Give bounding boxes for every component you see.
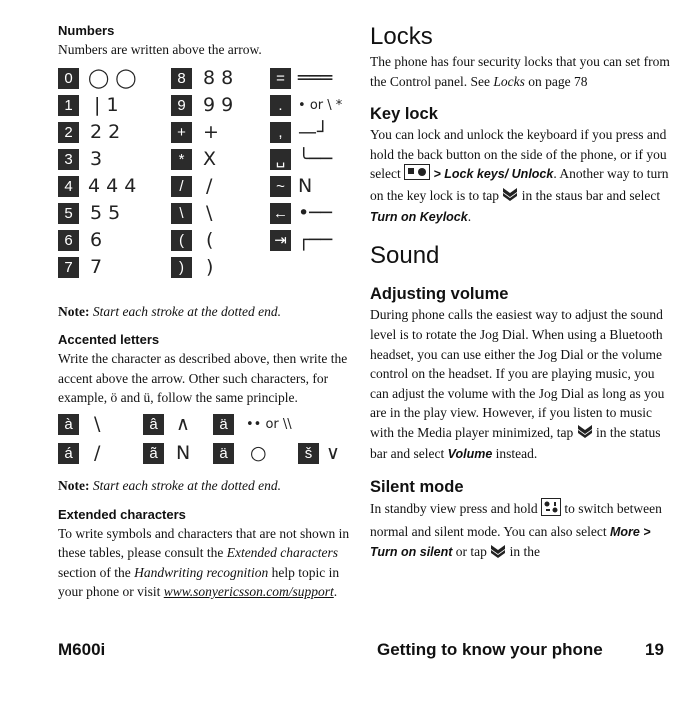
accent-stroke-acute: / <box>94 441 101 464</box>
silent-key-icon <box>541 498 561 522</box>
footer-page-number: 19 <box>645 640 664 659</box>
accent-stroke-circ: ∧ <box>176 412 190 435</box>
stroke-backslash: \ <box>206 201 213 224</box>
key-backspace: ← <box>270 203 291 224</box>
or-label: or <box>309 97 324 113</box>
status-bar-down-arrow-icon <box>490 544 506 564</box>
key-space: ␣ <box>270 149 291 170</box>
key-equals: = <box>270 68 291 89</box>
silent-heading: Silent mode <box>370 478 464 497</box>
key-1: 1 <box>58 95 79 116</box>
stroke-2: 2 2 <box>90 120 121 143</box>
stroke-backspace: •── <box>298 201 333 224</box>
support-link[interactable]: www.sonyericsson.com/support <box>163 584 334 600</box>
stroke-9: 9 9 <box>203 93 234 116</box>
stroke-space: ╰── <box>298 147 333 170</box>
key-tab: ⇥ <box>270 230 291 251</box>
numbers-heading: Numbers <box>58 23 115 38</box>
accented-heading: Accented letters <box>58 332 160 348</box>
key-6: 6 <box>58 230 79 251</box>
key-period: . <box>270 95 291 116</box>
status-bar-down-arrow-icon <box>577 424 593 444</box>
stroke-0: ◯ ◯ <box>88 66 137 89</box>
key-4: 4 <box>58 176 79 197</box>
stroke-slash: / <box>206 174 213 197</box>
key-paren-open: ( <box>171 230 192 251</box>
accent-stroke-uml: •• or \\ <box>246 416 292 432</box>
stroke-1: | 1 <box>94 93 119 116</box>
key-star: * <box>171 149 192 170</box>
accent-key-s-caron: š <box>298 443 319 464</box>
volume-heading: Adjusting volume <box>370 285 509 304</box>
numbers-grid <box>58 68 354 296</box>
accent-key-a-tilde: ã <box>143 443 164 464</box>
accent-key-a-acute: á <box>58 443 79 464</box>
silent-text: In standby view press and hold to switch between normal and silent mode. You can also select More > Turn on silent or tap in the <box>370 498 670 563</box>
stroke-period: • or \ * <box>298 97 343 113</box>
stroke-plus: + <box>203 120 219 143</box>
footer-model: M600i <box>58 640 106 659</box>
accent-stroke-grave: \ <box>94 412 101 435</box>
stroke-3: 3 <box>90 147 103 170</box>
stroke-5: 5 5 <box>90 201 121 224</box>
right-column <box>370 22 670 563</box>
stroke-tab: ┌── <box>298 228 333 251</box>
footer-section: Getting to know your phone <box>377 640 603 659</box>
key-7: 7 <box>58 257 79 278</box>
stroke-paren-close: ) <box>206 255 214 278</box>
key-plus: + <box>171 122 192 143</box>
left-column <box>58 22 354 602</box>
stroke-8: 8 8 <box>203 66 234 89</box>
accent-grid <box>58 414 354 472</box>
accent-key-a-grave: à <box>58 414 79 435</box>
extended-heading: Extended characters <box>58 506 186 522</box>
key-backslash: \ <box>171 203 192 224</box>
extended-text: To write symbols and characters that are not shown in these tables, please consult the Extended characters section of the Handwriting recognition help topic in your phone or visit www.sonyericsson.com/support. <box>58 525 350 600</box>
accent-stroke-caron: ∨ <box>326 441 340 464</box>
accent-key-a-uml: ä <box>213 414 234 435</box>
stroke-6: 6 <box>90 228 103 251</box>
key-2: 2 <box>58 122 79 143</box>
stroke-equals: ═══ <box>298 66 333 89</box>
stroke-star: X <box>203 147 217 170</box>
keylock-text: You can lock and unlock the keyboard if you press and hold the back button on the side of the phone, or if you select > Lock keys/ Unlock. Another way to turn on the key lock is to tap in the staus bar and select Turn on Keylock. <box>370 127 669 224</box>
accent-stroke-ring: ○ <box>250 441 267 464</box>
key-comma: , <box>270 122 291 143</box>
volume-text: During phone calls the easiest way to adjust the sound level is to rotate the Jog Dial. When using a Bluetooth headset, you can use either the Jog Dial or the volume control on the headset. If you are playing music, you can adjust the volume with the Jog Dial as long as you are in the play view. However, if you listen to music with the Media player minimized, tap in the status bar and select Volume instead. <box>370 307 665 461</box>
numbers-text: Numbers are written above the arrow. <box>58 42 262 57</box>
sound-heading: Sound <box>370 242 440 270</box>
key-3: 3 <box>58 149 79 170</box>
status-bar-down-arrow-icon <box>502 187 518 207</box>
accent-key-a-ring: ä <box>213 443 234 464</box>
accented-text: Write the character as described above, then write the accent above the arrow. Other such characters, for example, ö and ü, follow the same principle. <box>58 351 348 406</box>
accent-stroke-tilde: N <box>176 441 191 464</box>
stroke-4: 4 4 4 <box>88 174 137 197</box>
keylock-heading: Key lock <box>370 105 438 124</box>
key-8: 8 <box>171 68 192 89</box>
stroke-paren-open: ( <box>206 228 214 251</box>
stroke-tilde: N <box>298 174 313 197</box>
note-2: Note: Start each stroke at the dotted end. <box>58 477 281 493</box>
stroke-7: 7 <box>90 255 103 278</box>
key-paren-close: ) <box>171 257 192 278</box>
key-tilde: ~ <box>270 176 291 197</box>
key-5: 5 <box>58 203 79 224</box>
locks-heading: Locks <box>370 23 433 50</box>
accent-key-a-circ: â <box>143 414 164 435</box>
key-9: 9 <box>171 95 192 116</box>
note-1: Note: Start each stroke at the dotted end. <box>58 303 281 319</box>
stroke-comma: —┘ <box>298 120 329 143</box>
key-slash: / <box>171 176 192 197</box>
menu-icon <box>404 164 430 186</box>
locks-text: The phone has four security locks that you can set from the Control panel. See Locks on page 78 <box>370 54 670 89</box>
key-0: 0 <box>58 68 79 89</box>
